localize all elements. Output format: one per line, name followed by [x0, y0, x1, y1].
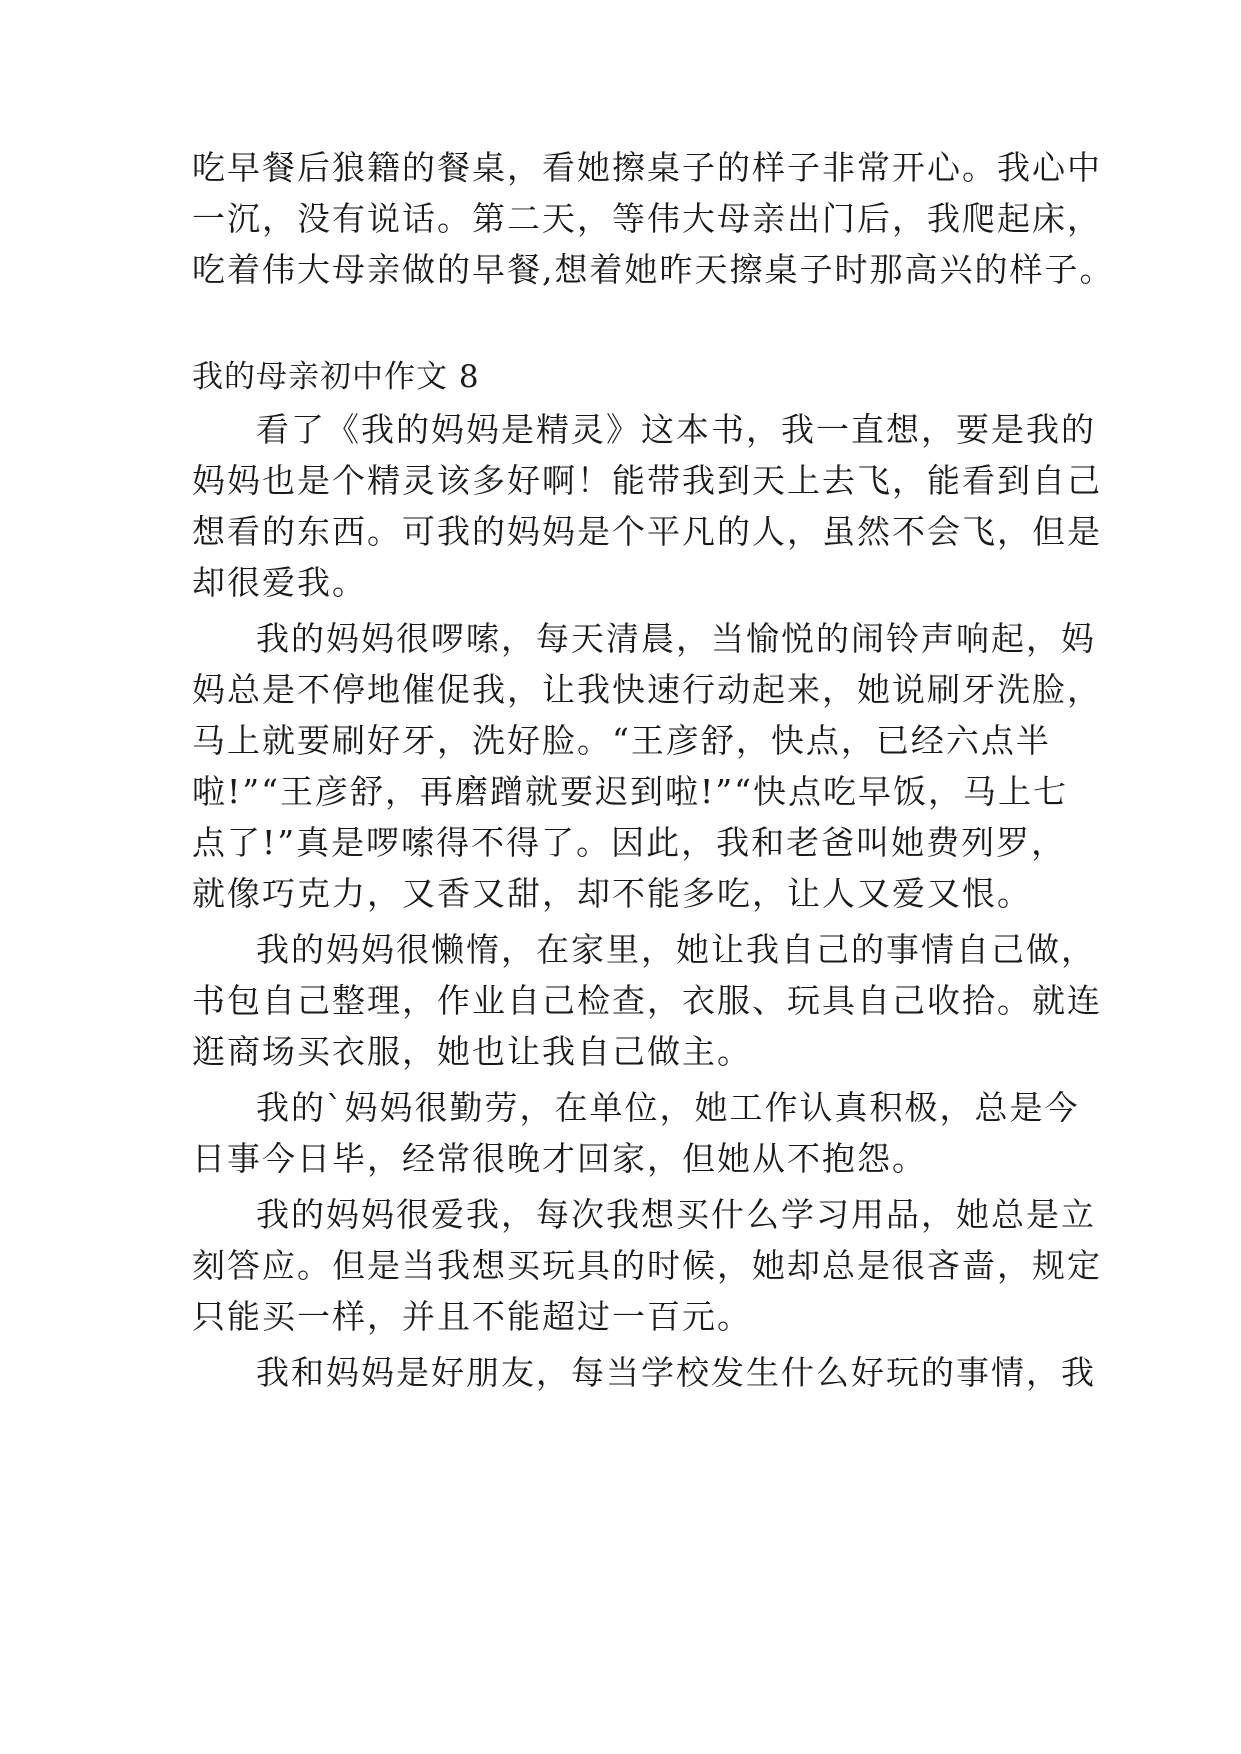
text-line: 却很爱我。 — [192, 563, 367, 602]
text-line: 只能买一样，并且不能超过一百元。 — [192, 1297, 752, 1336]
text-line: 我和妈妈是好朋友，每当学校发生什么好玩的事情，我 — [256, 1353, 1096, 1392]
text-line: 一沉，没有说话。第二天，等伟大母亲出门后，我爬起床， — [192, 199, 1102, 238]
text-line: 吃早餐后狼籍的餐桌，看她擦桌子的样子非常开心。我心中 — [192, 148, 1102, 187]
text-line: 妈总是不停地催促我，让我快速行动起来，她说刷牙洗脸， — [192, 670, 1102, 709]
text-line: 吃着伟大母亲做的早餐,想着她昨天擦桌子时那高兴的样子。 — [192, 250, 1115, 289]
text-line: 想看的东西。可我的妈妈是个平凡的人，虽然不会飞，但是 — [192, 512, 1102, 551]
text-line: 我的`妈妈很勤劳，在单位，她工作认真积极，总是今 — [256, 1088, 1080, 1127]
text-line: 我的妈妈很啰嗦，每天清晨，当愉悦的闹铃声响起，妈 — [256, 619, 1096, 658]
text-line: 妈妈也是个精灵该多好啊！能带我到天上去飞，能看到自己 — [192, 461, 1102, 500]
text-line: 书包自己整理，作业自己检查，衣服、玩具自己收拾。就连 — [192, 981, 1102, 1020]
text-line: 刻答应。但是当我想买玩具的时候，她却总是很吝啬，规定 — [192, 1246, 1102, 1285]
text-line: 我的妈妈很爱我，每次我想买什么学习用品，她总是立 — [256, 1195, 1096, 1234]
text-line: 逛商场买衣服，她也让我自己做主。 — [192, 1032, 752, 1071]
section-title: 我的母亲初中作文 8 — [192, 359, 480, 395]
text-line: 日事今日毕，经常很晚才回家，但她从不抱怨。 — [192, 1139, 927, 1178]
text-line: 就像巧克力，又香又甜，却不能多吃，让人又爱又恨。 — [192, 874, 1032, 913]
text-line: 马上就要刷好牙，洗好脸。“王彦舒，快点，已经六点半 — [192, 721, 1051, 760]
text-line: 我的妈妈很懒惰，在家里，她让我自己的事情自己做， — [256, 930, 1096, 969]
text-line: 看了《我的妈妈是精灵》这本书，我一直想，要是我的 — [256, 410, 1096, 449]
text-line: 点了!”真是啰嗦得不得了。因此，我和老爸叫她费列罗， — [192, 823, 1067, 862]
text-line: 啦!”“王彦舒，再磨蹭就要迟到啦!”“快点吃早饭，马上七 — [192, 772, 1069, 811]
